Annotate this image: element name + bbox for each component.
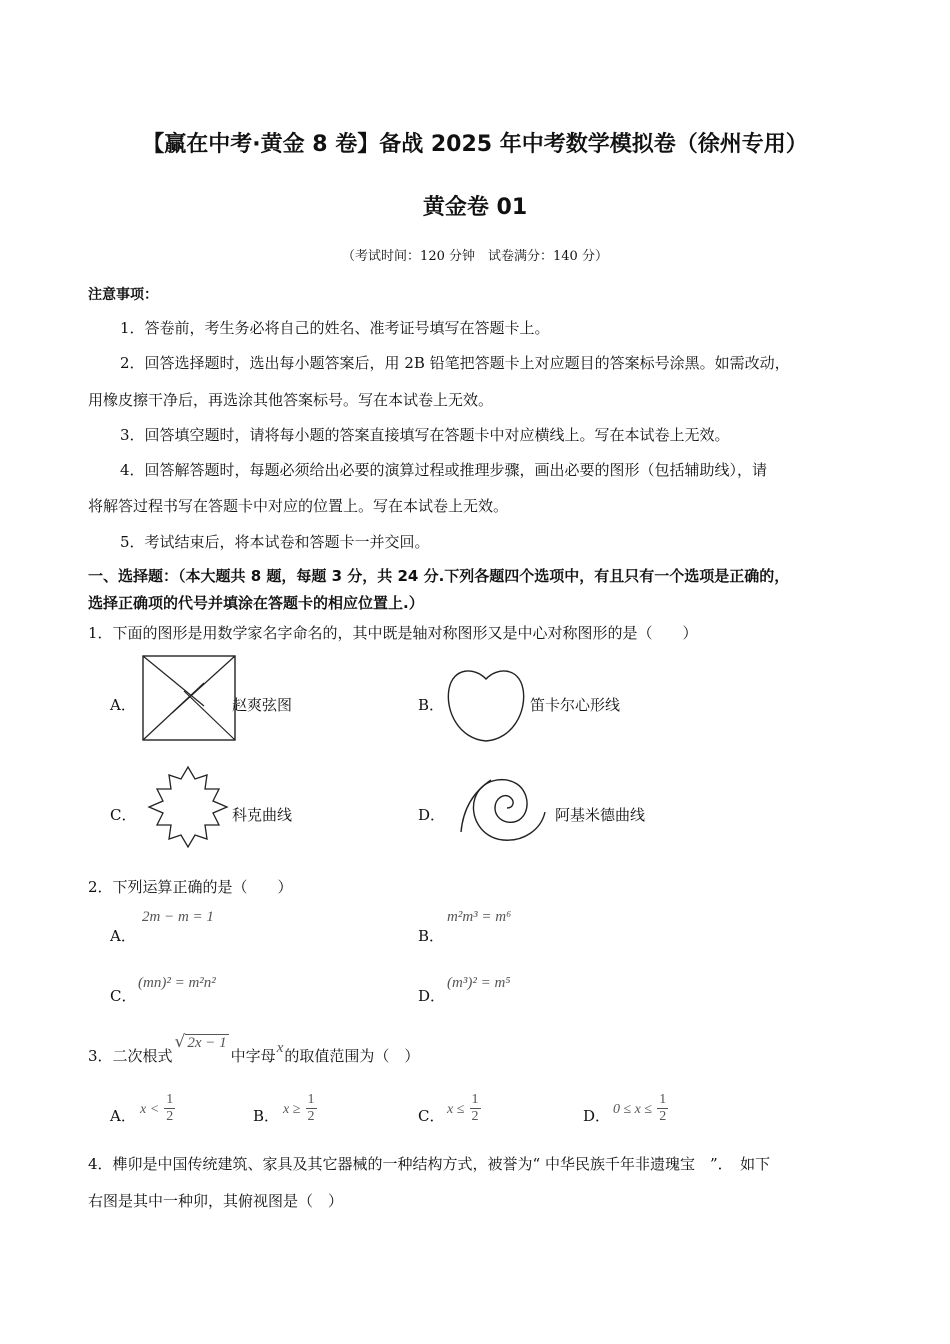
option-expression bbox=[613, 1092, 668, 1125]
section-heading: 一、选择题：（本大题共 8 题，每题 3 分，共 24 分.下列各题四个选项中，有且只有一个选项是正确的， bbox=[88, 567, 790, 585]
radical-sign-icon: √ bbox=[174, 1032, 186, 1052]
radical-expression bbox=[175, 1032, 229, 1052]
denominator: 2 bbox=[307, 1109, 315, 1124]
option-caption: 阿基米德曲线 bbox=[555, 806, 646, 824]
inequality-lhs: x ≤ bbox=[447, 1102, 465, 1117]
option-letter[interactable]: B． bbox=[418, 927, 445, 945]
fraction bbox=[657, 1092, 668, 1125]
koch-curve-icon bbox=[145, 765, 231, 849]
option-caption: 笛卡尔心形线 bbox=[530, 696, 621, 714]
note-item: 用橡皮擦干净后，再选涂其他答案标号。写在本试卷上无效。 bbox=[88, 391, 494, 409]
note-item: 3．回答填空题时，请将每小题的答案直接填写在答题卡中对应横线上。写在本试卷上无效。 bbox=[120, 426, 730, 444]
question-4-stem: 右图是其中一种卯，其俯视图是（ ） bbox=[88, 1192, 344, 1210]
numerator: 1 bbox=[166, 1092, 174, 1107]
fraction bbox=[164, 1092, 175, 1125]
variable: x bbox=[276, 1040, 284, 1056]
numerator: 1 bbox=[307, 1092, 315, 1107]
denominator: 2 bbox=[659, 1109, 667, 1124]
exam-info: （考试时间：120 分钟 试卷满分：140 分） bbox=[342, 249, 608, 264]
option-expression bbox=[283, 1092, 317, 1125]
option-expression bbox=[447, 1092, 481, 1125]
inequality-lhs: 0 ≤ x ≤ bbox=[613, 1102, 653, 1117]
option-expression: 2m − m = 1 bbox=[142, 909, 214, 925]
question-4-stem: 4．榫卯是中国传统建筑、家具及其它器械的一种结构方式，被誉为“ 中华民族千年非遗瑰宝 ”． 如下 bbox=[88, 1155, 771, 1173]
note-item: 1．答卷前，考生务必将自己的姓名、准考证号填写在答题卡上。 bbox=[120, 319, 550, 337]
option-letter[interactable]: B． bbox=[418, 696, 445, 714]
denominator: 2 bbox=[166, 1109, 174, 1124]
note-item: 2．回答选择题时，选出每小题答案后，用 2B 铅笔把答题卡上对应题目的答案标号涂黑。如需改动， bbox=[120, 354, 790, 372]
option-letter[interactable]: A． bbox=[110, 696, 136, 714]
stem-text: 3．二次根式 bbox=[88, 1047, 173, 1065]
stem-text: 的取值范围为（ ） bbox=[284, 1047, 420, 1065]
option-expression bbox=[140, 1092, 175, 1125]
option-letter[interactable]: D． bbox=[418, 987, 446, 1005]
option-caption: 赵爽弦图 bbox=[232, 696, 293, 714]
note-item: 将解答过程书写在答题卡中对应的位置上。写在本试卷上无效。 bbox=[88, 497, 509, 515]
option-expression: (m³)² = m⁵ bbox=[447, 975, 511, 991]
page-title: 【赢在中考·黄金 8 卷】备战 2025 年中考数学模拟卷（徐州专用） bbox=[142, 132, 808, 157]
zhaoshuang-figure-icon bbox=[142, 655, 236, 741]
question-2-stem: 2．下列运算正确的是（ ） bbox=[88, 878, 293, 896]
note-item: 4．回答解答题时，每题必须给出必要的演算过程或推理步骤，画出必要的图形（包括辅助线），请 bbox=[120, 461, 768, 479]
note-item: 5．考试结束后，将本试卷和答题卡一并交回。 bbox=[120, 533, 430, 551]
option-letter[interactable]: A． bbox=[110, 927, 136, 945]
stem-text: 中字母 bbox=[230, 1047, 276, 1065]
radicand: 2x − 1 bbox=[187, 1035, 227, 1051]
option-letter[interactable]: C． bbox=[110, 987, 137, 1005]
question-3-stem bbox=[88, 1032, 420, 1066]
option-letter[interactable]: A． bbox=[110, 1107, 136, 1125]
section-heading: 选择正确项的代号并填涂在答题卡的相应位置上.） bbox=[88, 594, 424, 612]
inequality-lhs: x ≥ bbox=[283, 1102, 301, 1117]
notes-heading: 注意事项： bbox=[88, 287, 158, 303]
option-letter[interactable]: D． bbox=[583, 1107, 611, 1125]
numerator: 1 bbox=[471, 1092, 479, 1107]
cardioid-icon bbox=[445, 665, 527, 743]
option-letter[interactable]: C． bbox=[110, 806, 137, 824]
denominator: 2 bbox=[471, 1109, 479, 1124]
option-letter[interactable]: D． bbox=[418, 806, 446, 824]
page-subtitle: 黄金卷 01 bbox=[422, 195, 528, 220]
numerator: 1 bbox=[659, 1092, 667, 1107]
question-1-stem: 1．下面的图形是用数学家名字命名的，其中既是轴对称图形又是中心对称图形的是（ ） bbox=[88, 624, 698, 642]
archimedes-spiral-icon bbox=[457, 770, 551, 844]
option-letter[interactable]: B． bbox=[253, 1107, 280, 1125]
option-letter[interactable]: C． bbox=[418, 1107, 445, 1125]
option-expression: (mn)² = m²n² bbox=[138, 975, 216, 991]
inequality-lhs: x < bbox=[140, 1102, 160, 1117]
option-caption: 科克曲线 bbox=[232, 806, 293, 824]
fraction bbox=[470, 1092, 481, 1125]
fraction bbox=[306, 1092, 317, 1125]
option-expression: m²m³ = m⁶ bbox=[447, 909, 512, 925]
